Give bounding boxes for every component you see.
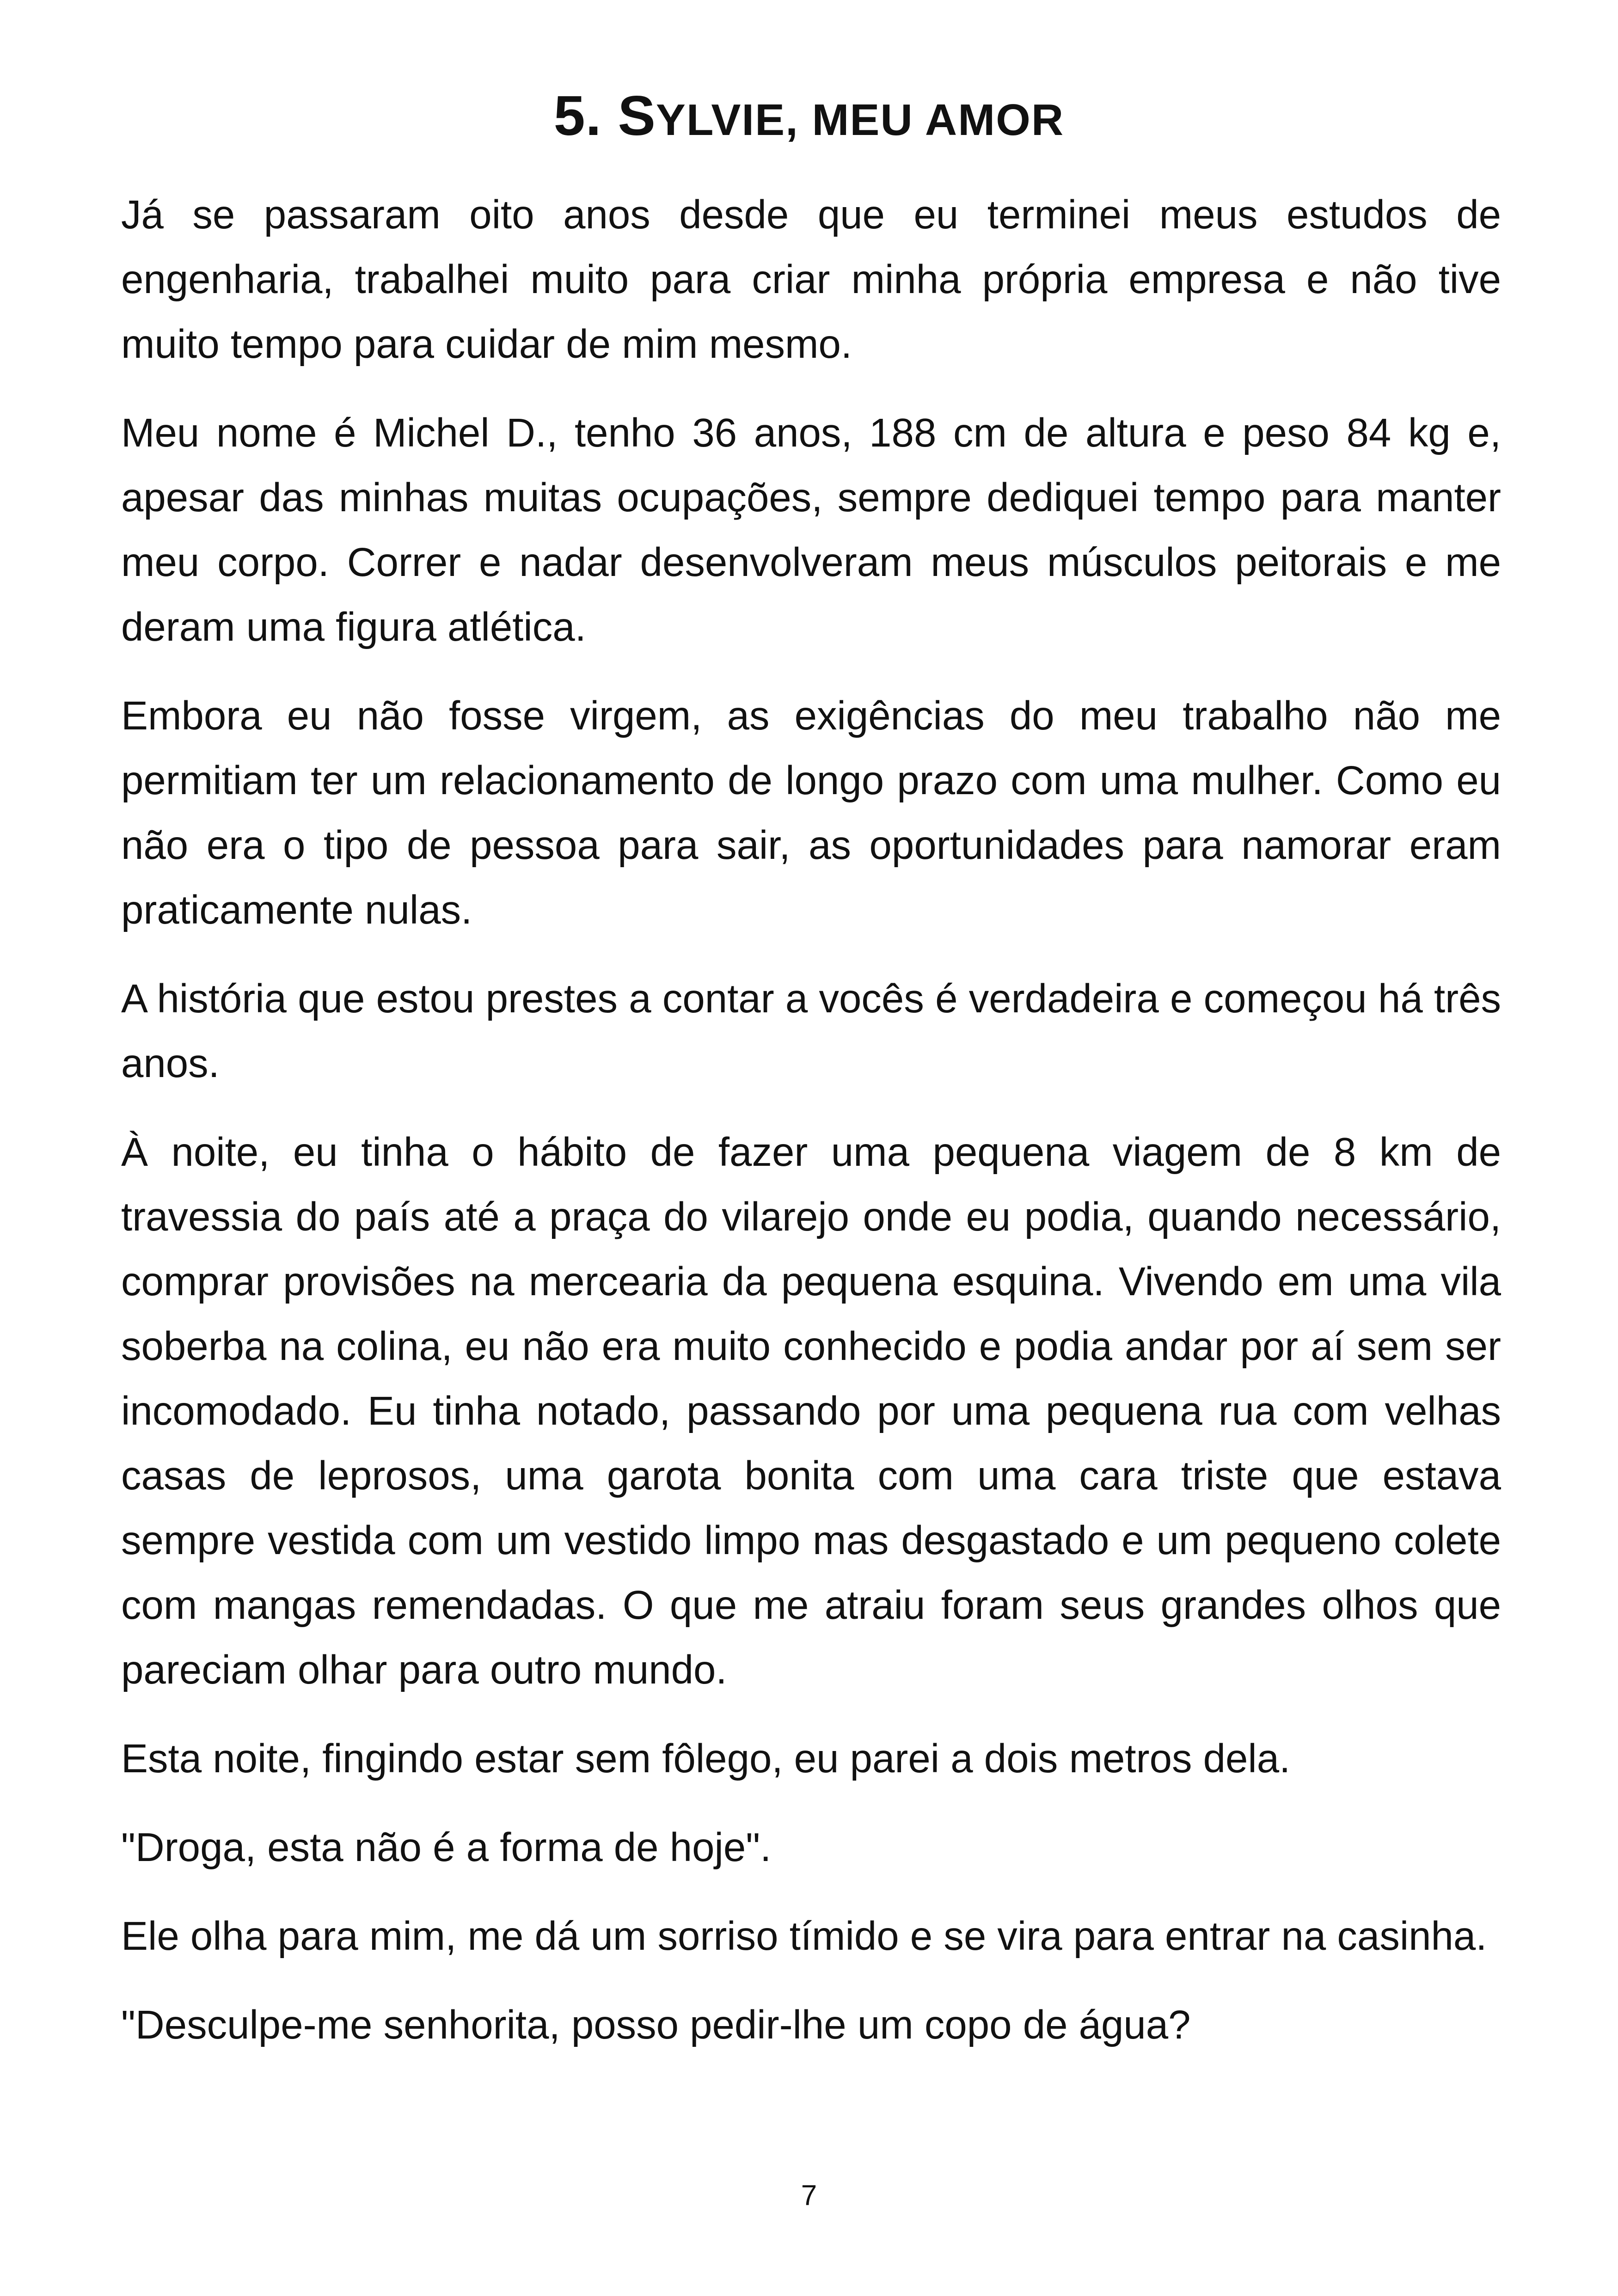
chapter-number: 5. xyxy=(553,84,602,147)
paragraph: A história que estou prestes a contar a vocês é verdadeira e começou há três anos. xyxy=(121,976,1501,1086)
paragraph: "Droga, esta não é a forma de hoje". xyxy=(121,1825,772,1870)
page-number: 7 xyxy=(801,2180,817,2211)
chapter-body xyxy=(121,183,1501,2082)
paragraph: Esta noite, fingindo estar sem fôlego, eu parei a dois metros dela. xyxy=(121,1736,1291,1781)
chapter-title xyxy=(0,79,1618,157)
paragraph: Embora eu não fosse virgem, as exigências do meu trabalho não me permitiam ter um relacionamento de longo prazo com uma mulher. Como eu não era o tipo de pessoa para sair, as oportunidades para namorar eram praticamente nulas. xyxy=(121,693,1501,932)
paragraph: "Desculpe-me senhorita, posso pedir-lhe um copo de água? xyxy=(121,2002,1191,2047)
paragraph: Já se passaram oito anos desde que eu terminei meus estudos de engenharia, trabalhei muito para criar minha própria empresa e não tive muito tempo para cuidar de mim mesmo. xyxy=(121,192,1501,367)
chapter-title-rest: YLVIE, MEU AMOR xyxy=(656,95,1065,145)
paragraph: Meu nome é Michel D., tenho 36 anos, 188 cm de altura e peso 84 kg e, apesar das minhas muitas ocupações, sempre dediquei tempo para manter meu corpo. Correr e nadar desenvolveram meus músculos peitorais e me deram uma figura atlética. xyxy=(121,410,1501,649)
paragraph: Ele olha para mim, me dá um sorriso tímido e se vira para entrar na casinha. xyxy=(121,1914,1487,1959)
chapter-title-initial: S xyxy=(618,84,656,147)
paragraph: À noite, eu tinha o hábito de fazer uma pequena viagem de 8 km de travessia do país até a praça do vilarejo onde eu podia, quando necessário, comprar provisões na mercearia da pequena esquina. Vivendo em uma vila soberba na colina, eu não era muito conhecido e podia andar por aí sem ser incomodado. Eu tinha notado, passando por uma pequena rua com velhas casas de leprosos, uma garota bonita com uma cara triste que estava sempre vestida com um vestido limpo mas desgastado e um pequeno colete com mangas remendadas. O que me atraiu foram seus grandes olhos que pareciam olhar para outro mundo. xyxy=(121,1130,1501,1692)
